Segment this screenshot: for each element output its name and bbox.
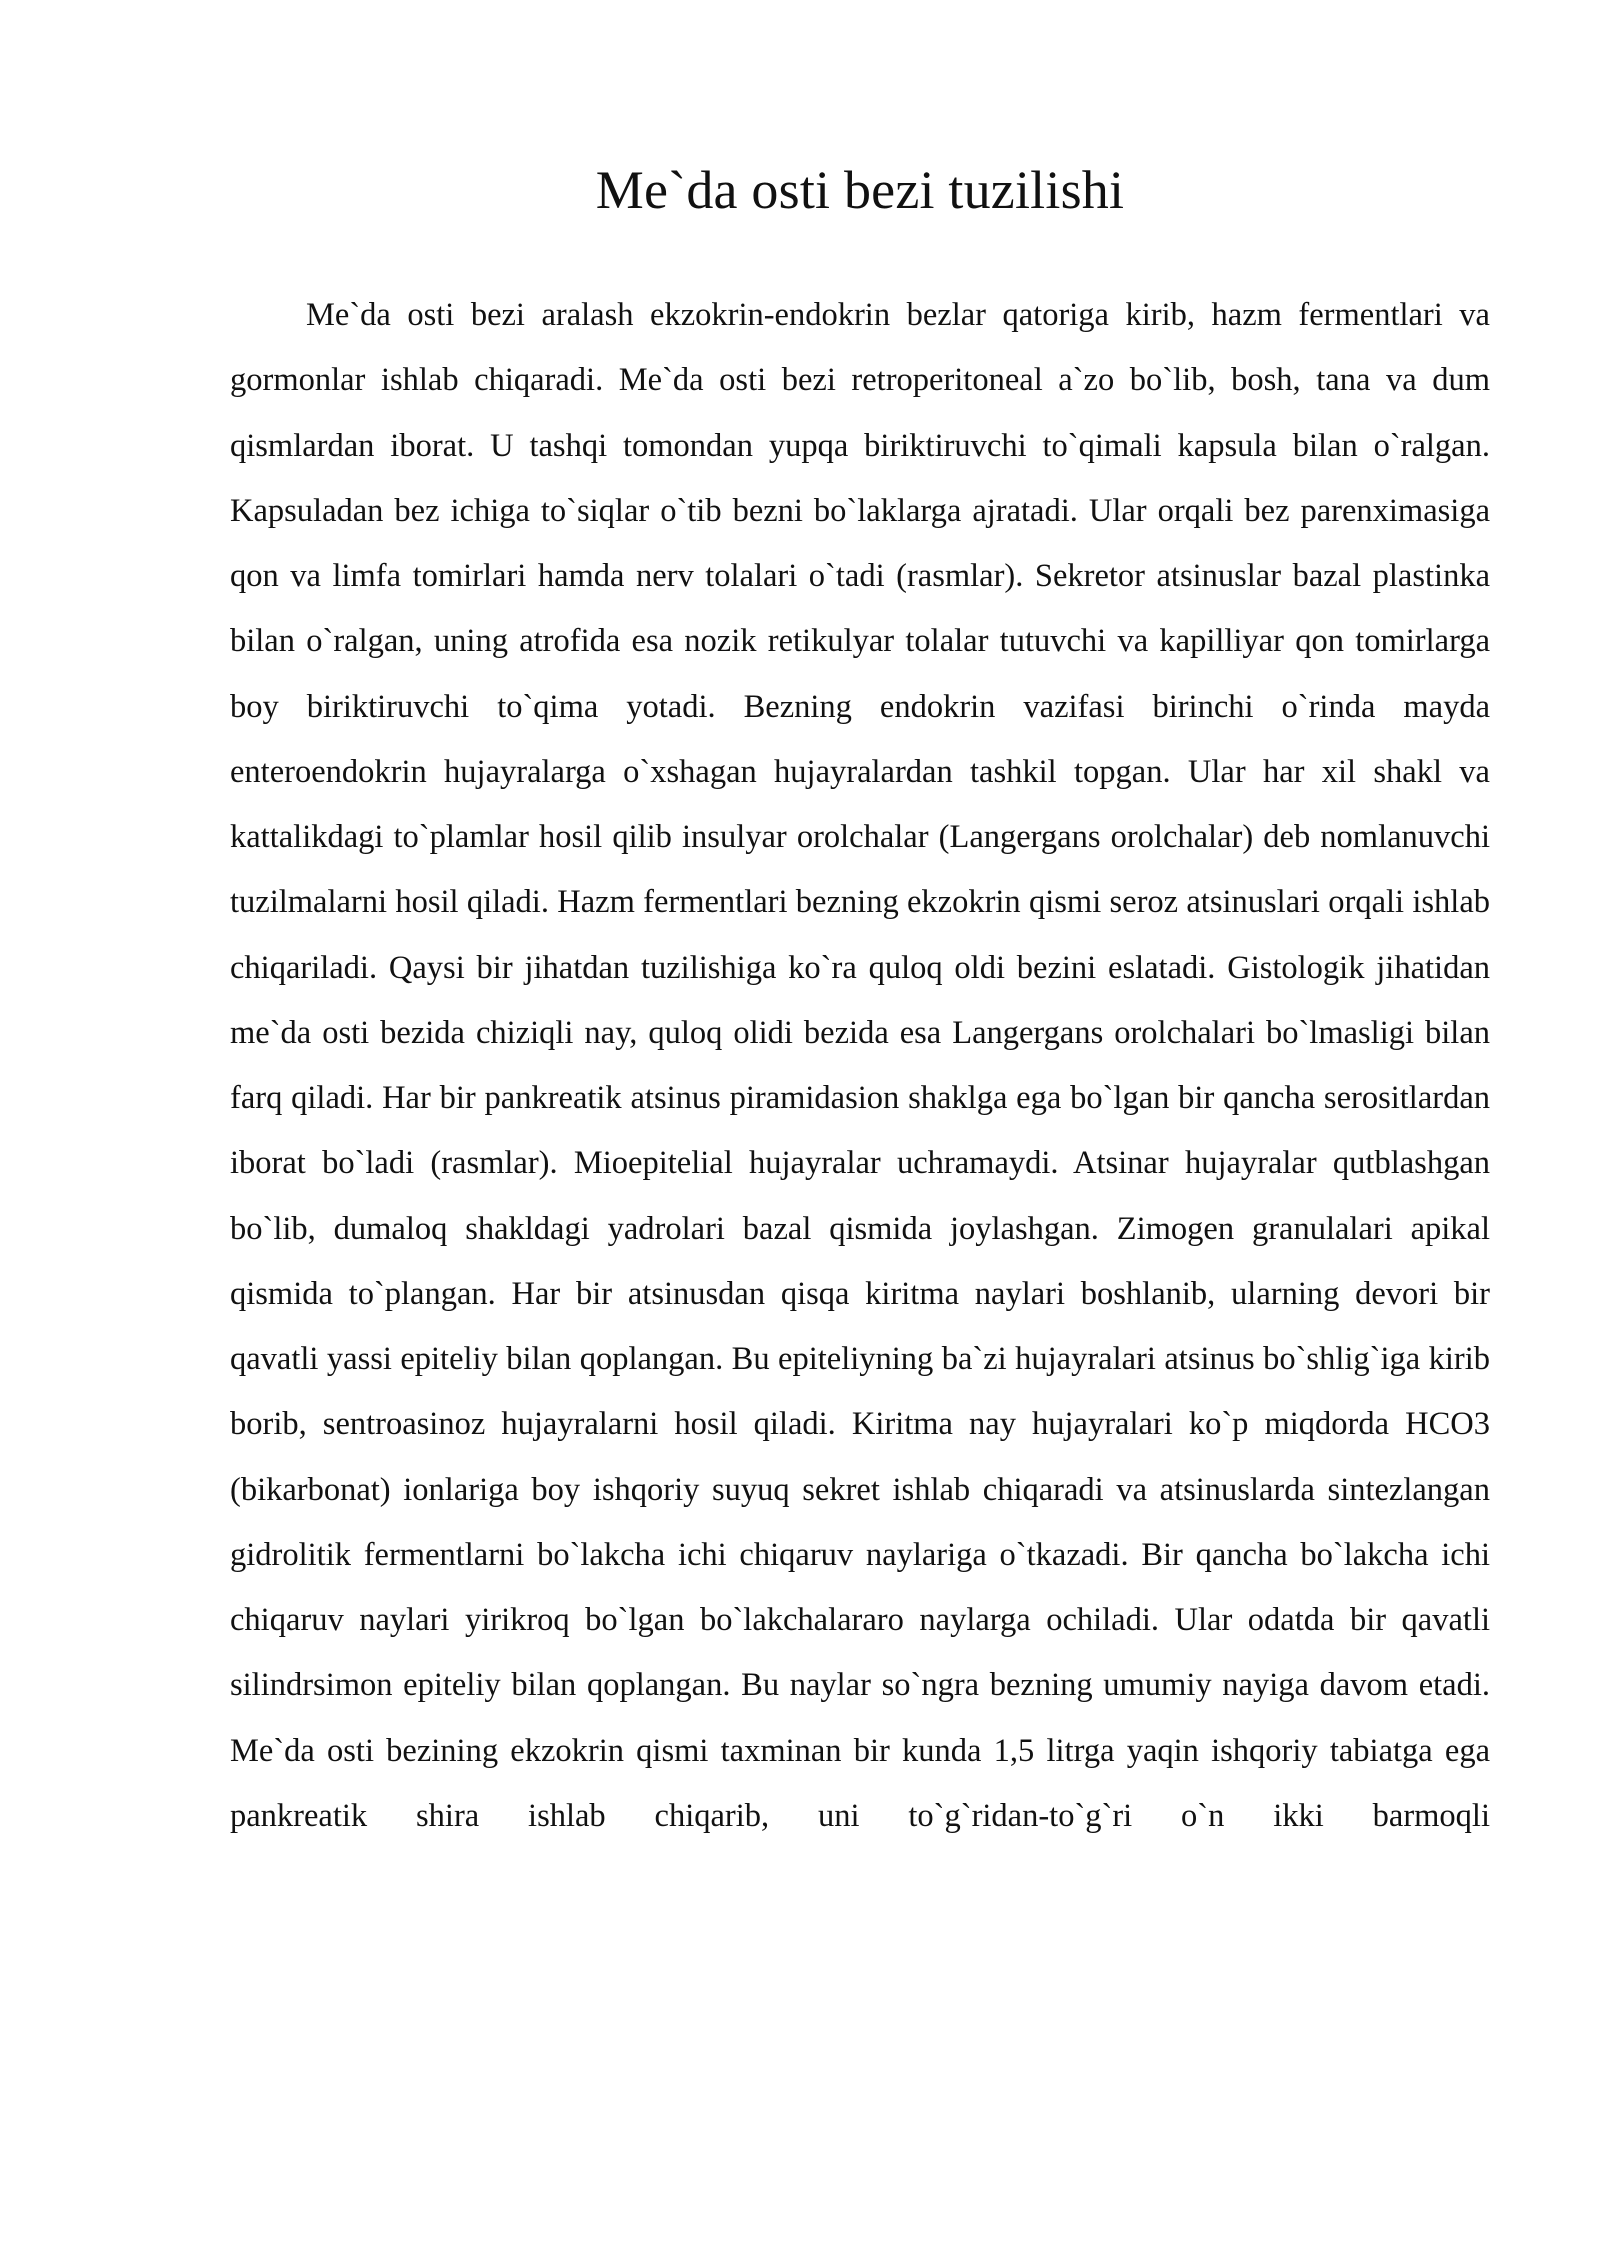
body-paragraph: Me`da osti bezi aralash ekzokrin-endokrin bezlar qatoriga kirib, hazm fermentlari va gormonlar ishlab chiqaradi. Me`da osti bezi retroperitoneal a`zo bo`lib, bosh, tana va dum qismlardan iborat. U tashqi tomondan yupqa biriktiruvchi to`qimali kapsula bilan o`ralgan. Kapsuladan bez ichiga to`siqlar o`tib bezni bo`laklarga ajratadi. Ular orqali bez parenximasiga qon va limfa tomirlari hamda nerv tolalari o`tadi (rasmlar). Sekretor atsinuslar bazal plastinka bilan o`ralgan, uning atrofida esa nozik retikulyar tolalar tutuvchi va kapilliyar qon tomirlarga boy biriktiruvchi to`qima yotadi. Bezning endokrin vazifasi birinchi o`rinda mayda enteroendokrin hujayralarga o`xshagan hujayralardan tashkil topgan. Ular har xil shakl va kattalikdagi to`plamlar hosil qilib insulyar orolchalar (Langergans orolchalar) deb nomlanuvchi tuzilmalarni hosil qiladi. Hazm fermentlari bezning ekzokrin qismi seroz atsinuslari orqali ishlab chiqariladi. Qaysi bir jihatdan tuzilishiga ko`ra quloq oldi bezini eslatadi. Gistologik jihatidan me`da osti bezida chiziqli nay, quloq olidi bezida esa Langergans orolchalari bo`lmasligi bilan farq qiladi. Har bir pankreatik atsinus piramidasion shaklga ega bo`lgan bir qancha serositlardan iborat bo`ladi (rasmlar). Mioepitelial hujayralar uchramaydi. Atsinar hujayralar qutblashgan bo`lib, dumaloq shakldagi yadrolari bazal qismida joylashgan. Zimogen granulalari apikal qismida to`plangan. Har bir atsinusdan qisqa kiritma naylari boshlanib, ularning devori bir qavatli yassi epiteliy bilan qoplangan. Bu epiteliyning ba`zi hujayralari atsinus bo`shlig`iga kirib borib, sentroasinoz hujayralarni hosil qiladi. Kiritma nay hujayralari ko`p miqdorda HCO3 (bikarbonat) ionlariga boy ishqoriy suyuq sekret ishlab chiqaradi va atsinuslarda sintezlangan gidrolitik fermentlarni bo`lakcha ichi chiqaruv naylariga o`tkazadi. Bir qancha bo`lakcha ichi chiqaruv naylari yirikroq bo`lgan bo`lakchalararo naylarga ochiladi. Ular odatda bir qavatli silindrsimon epiteliy bilan qoplangan. Bu naylar so`ngra bezning umumiy nayiga davom etadi. Me`da osti bezining ekzokrin qismi taxminan bir kunda 1,5 litrga yaqin ishqoriy tabiatga ega pankreatik shira ishlab chiqarib, uni to`g`ridan-to`g`ri o`n ikki barmoqli	[230, 297, 1490, 1834]
document-title: Me`da osti bezi tuzilishi	[595, 160, 1125, 220]
